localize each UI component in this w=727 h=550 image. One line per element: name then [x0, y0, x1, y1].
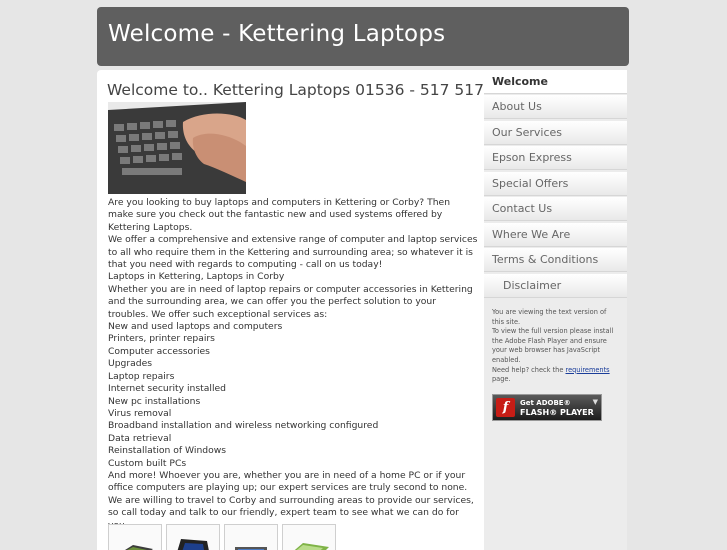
service-item: Data retrieval: [108, 432, 172, 444]
paragraph: Laptops in Kettering, Laptops in Corby: [108, 271, 285, 283]
flash-notice-suffix: page.: [492, 375, 511, 384]
paragraph: And more! Whoever you are, whether you are in need of a home PC or if your office computers are playing up; our expert services are truly second to none. We are willing to travel to Corby and surrounding areas to provide our services, so call today and talk to our friendly, expert team to see what we can do for: [108, 469, 474, 519]
service-item: Laptop repairs: [108, 370, 175, 382]
flash-logo-icon: f: [496, 398, 515, 417]
nav-item-about-us[interactable]: About Us: [484, 95, 627, 119]
service-item: Reinstallation of Windows: [108, 445, 227, 457]
flash-notice-line: To view the full version please install the Adobe Flash Player and ensure your web browser has JavaScript enabled.: [492, 327, 614, 364]
product-thumbnail[interactable]: [108, 524, 162, 550]
nav-item-epson-express[interactable]: Epson Express: [484, 146, 627, 170]
flash-notice: [492, 308, 620, 385]
service-item: Custom built PCs: [108, 457, 187, 469]
paragraph: Are you looking to buy laptops and computers in Kettering or Corby? Then make sure you check out the fantastic new and used systems offered by Kettering Laptops.: [108, 197, 451, 233]
nav-item-where-we-are[interactable]: Where We Are: [484, 223, 627, 247]
product-thumbnail[interactable]: [224, 524, 278, 550]
flash-badge-line2: FLASH® PLAYER: [520, 408, 594, 417]
requirements-link[interactable]: requirements: [565, 365, 610, 374]
service-item: Virus removal: [108, 407, 172, 419]
flash-badge-line1: Get ADOBE®: [520, 399, 571, 407]
service-item: New and used laptops and computers: [108, 321, 283, 333]
nav-item-terms-conditions[interactable]: Terms & Conditions: [484, 248, 627, 272]
service-item: Upgrades: [108, 358, 153, 370]
flash-notice-prefix: Need help? check the: [492, 365, 566, 374]
site-header: [97, 7, 629, 66]
download-arrow-icon: ▼: [592, 398, 598, 406]
flash-notice-line: You are viewing the text version of this site.: [492, 308, 607, 326]
service-item: Computer accessories: [108, 345, 210, 357]
paragraph: Whether you are in need of laptop repairs or computer accessories in Kettering and the surrounding area, we can offer you the perfect solution to your troubles. We offer such exceptional services as:: [108, 283, 473, 320]
paragraph: We offer a comprehensive and extensive range of computer and laptop services to all who require them in the Kettering and surrounding area; so whatever it is that you need with regards to computing - call on us today!: [108, 234, 478, 271]
nav-item-disclaimer[interactable]: Disclaimer: [484, 274, 627, 298]
page-heading: Welcome to.. Kettering Laptops 01536 - 517 517: [107, 81, 484, 99]
hero-image-keyboard: [108, 102, 246, 194]
product-thumbnail[interactable]: [282, 524, 336, 550]
sidebar-nav: [484, 70, 627, 550]
site-title: Welcome - Kettering Laptops: [108, 21, 446, 47]
nav-item-our-services[interactable]: Our Services: [484, 121, 627, 145]
main-content: [97, 70, 484, 550]
intro-text: [108, 197, 478, 532]
nav-item-special-offers[interactable]: Special Offers: [484, 172, 627, 196]
service-item: New pc installations: [108, 395, 201, 407]
service-item: Printers, printer repairs: [108, 333, 215, 345]
nav-item-welcome[interactable]: Welcome: [484, 70, 627, 94]
product-thumbnail[interactable]: [166, 524, 220, 550]
get-flash-player-button[interactable]: [492, 394, 602, 421]
nav-item-contact-us[interactable]: Contact Us: [484, 197, 627, 221]
flash-notice-line: [492, 366, 620, 385]
service-item: Internet security installed: [108, 383, 226, 395]
service-item: Broadband installation and wireless networking configured: [108, 420, 379, 432]
